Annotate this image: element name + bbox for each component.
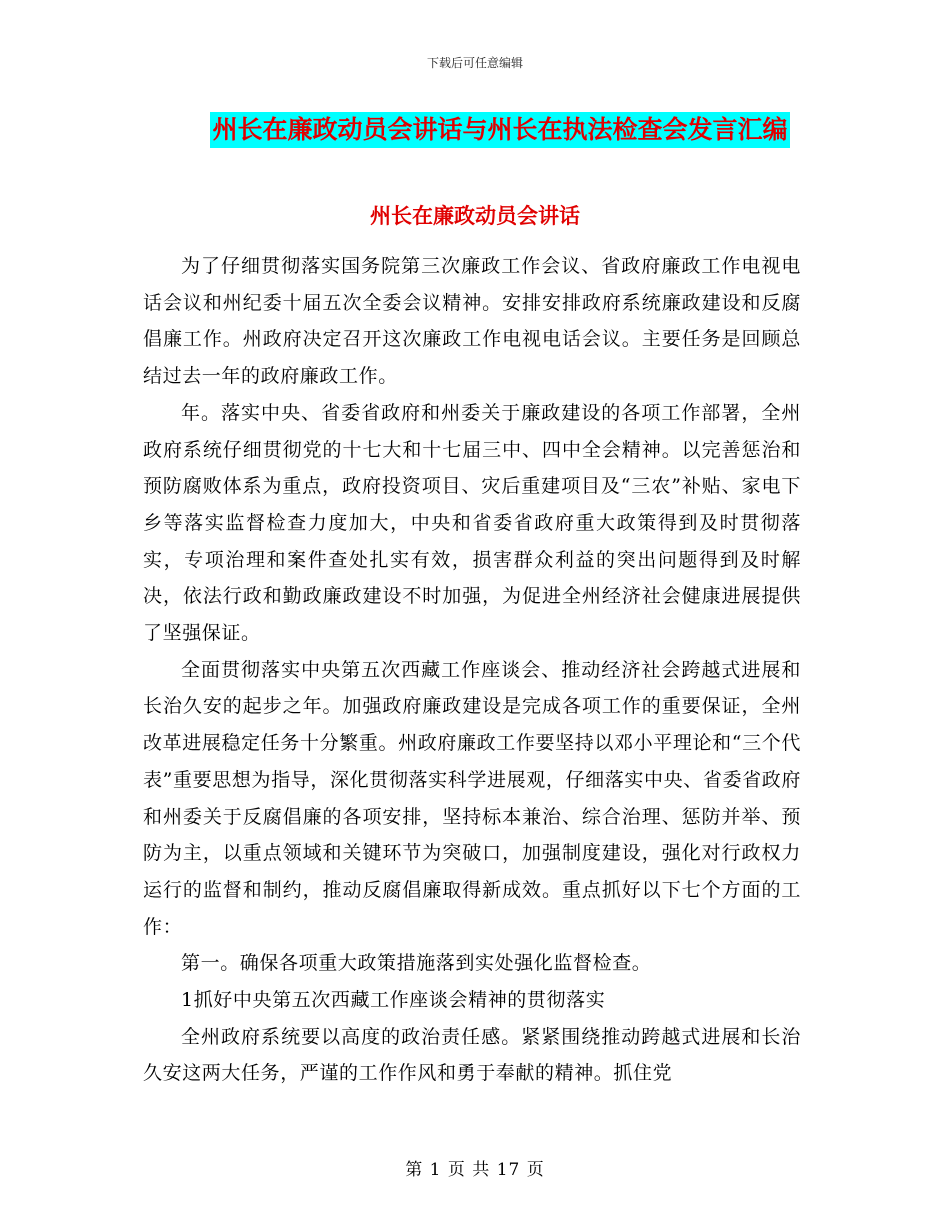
document-title: 州长在廉政动员会讲话与州长在执法检查会发言汇编: [210, 112, 789, 148]
paragraph: 1抓好中央第五次西藏工作座谈会精神的贯彻落实: [181, 989, 606, 1012]
document-body: [143, 248, 801, 1092]
paragraph: 为了仔细贯彻落实国务院第三次廉政工作会议、省政府廉政工作电视电话会议和州纪委十届五次全委会议精神。安排安排政府系统廉政建设和反腐倡廉工作。州政府决定召开这次廉政工作电视电话会议。主要任务是回顾总结过去一年的政府廉政工作。: [143, 255, 801, 388]
document-title-container: [0, 112, 950, 148]
paragraph: 第一。确保各项重大政策措施落到实处强化监督检查。: [181, 952, 652, 975]
header-note: 下载后可任意编辑: [426, 56, 523, 70]
page-footer: 第 1 页 共 17 页: [405, 1160, 545, 1180]
paragraph: 全州政府系统要以高度的政治责任感。紧紧围绕推动跨越式进展和长治久安这两大任务，严谨的工作作风和勇于奉献的精神。抓住党: [143, 1025, 801, 1085]
paragraph: 全面贯彻落实中央第五次西藏工作座谈会、推动经济社会跨越式进展和长治久安的起步之年。加强政府廉政建设是完成各项工作的重要保证，全州改革进展稳定任务十分繁重。州政府廉政工作要坚持以邓小平理论和“三个代表”重要思想为指导，深化贯彻落实科学进展观，仔细落实中央、省委省政府和州委关于反腐倡廉的各项安排，坚持标本兼治、综合治理、惩防并举、预防为主，以重点领域和关键环节为突破口，加强制度建设，强化对行政权力运行的监督和制约，推动反腐倡廉取得新成效。重点抓好以下七个方面的工作：: [143, 658, 801, 938]
paragraph: 年。落实中央、省委省政府和州委关于廉政建设的各项工作部署，全州政府系统仔细贯彻党的十七大和十七届三中、四中全会精神。以完善惩治和预防腐败体系为重点，政府投资项目、灾后重建项目及“三农”补贴、家电下乡等落实监督检查力度加大，中央和省委省政府重大政策得到及时贯彻落实，专项治理和案件查处扎实有效，损害群众利益的突出问题得到及时解决，依法行政和勤政廉政建设不时加强，为促进全州经济社会健康进展提供了坚强保证。: [143, 401, 801, 645]
section-title: 州长在廉政动员会讲话: [370, 204, 580, 228]
